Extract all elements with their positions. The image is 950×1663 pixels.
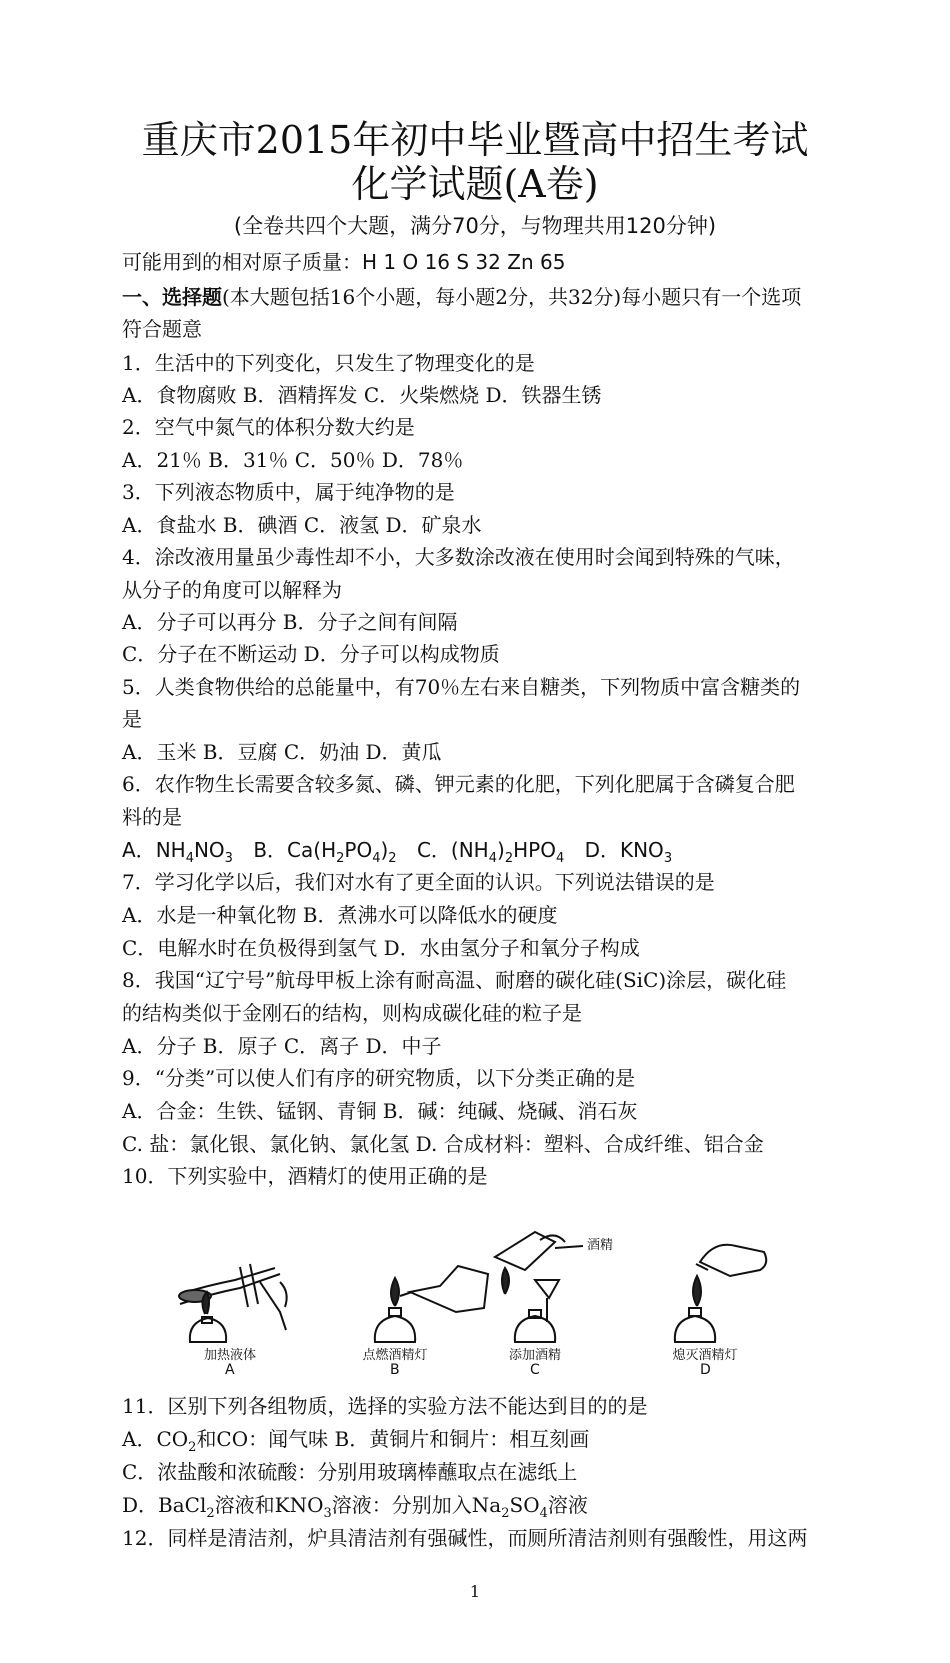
- q7-options-ab: A．水是一种氧化物 B．煮沸水可以降低水的硬度: [122, 903, 558, 927]
- q6-option-a: A．$NH_4NO_3$: [122, 838, 233, 866]
- q6-option-b: B．$Ca(H_2PO_4)_2$: [253, 838, 397, 866]
- q2-options: A．21％ B．31％ C．50％ D．78％: [122, 448, 464, 472]
- figure-c-adding-alcohol-icon: [495, 1232, 583, 1342]
- q4-stem-cont: 从分子的角度可以解释为: [122, 578, 342, 602]
- figure-b-caption: 点燃酒精灯: [362, 1348, 428, 1363]
- figure-letter-c: C: [530, 1362, 540, 1378]
- q5-stem: 5．人类食物供给的总能量中，有70％左右来自糖类，下列物质中富含糖类的: [122, 675, 801, 699]
- q3-stem: 3．下列液态物质中，属于纯净物的是: [122, 480, 455, 504]
- q7-options-cd: C．电解水时在负极得到氢气 D．水由氢分子和氧分子构成: [122, 936, 640, 960]
- figure-a-heating-liquid-icon: [179, 1264, 287, 1342]
- q11-options-ab: A．$CO_2$和CO：闻气味 B．黄铜片和铜片：相互刻画: [122, 1427, 590, 1455]
- atomic-masses: 可能用到的相对原子质量：H 1 O 16 S 32 Zn 65: [122, 250, 566, 274]
- q9-options-cd: C. 盐：氯化银、氯化钠、氯化氢 D. 合成材料：塑料、合成纤维、铝合金: [122, 1132, 764, 1156]
- figure-d-caption: 熄灭酒精灯: [672, 1348, 738, 1363]
- section-1-desc-text: (本大题包括16个小题，每小题2分，共32分)每小题只有一个选项: [222, 285, 802, 309]
- q6-option-d: D．$KNO_3$: [584, 838, 673, 866]
- q10-alcohol-lamp-figure: [160, 1222, 810, 1372]
- q1-options: A．食物腐败 B．酒精挥发 C．火柴燃烧 D．铁器生锈: [122, 383, 602, 407]
- q5-options: A．玉米 B．豆腐 C．奶油 D．黄瓜: [122, 740, 442, 764]
- figure-b-lighting-lamp-icon: [375, 1266, 488, 1342]
- q4-stem: 4．涂改液用量虽少毒性却不小，大多数涂改液在使用时会闻到特殊的气味，: [122, 545, 795, 569]
- figure-letter-d: D: [700, 1362, 711, 1378]
- q11-stem: 11．区别下列各组物质，选择的实验方法不能达到目的的是: [122, 1394, 648, 1418]
- figure-letter-a: A: [225, 1362, 235, 1378]
- section-1-desc-cont: 符合题意: [122, 317, 202, 341]
- q5-stem-cont: 是: [122, 707, 142, 731]
- page-number: 1: [469, 1582, 481, 1601]
- q11-option-c: C．浓盐酸和浓硫酸：分别用玻璃棒蘸取点在滤纸上: [122, 1460, 578, 1484]
- q6-option-c: C．$(NH_4)_2HPO_4$: [416, 838, 565, 866]
- exam-title: 重庆市2015年初中毕业暨高中招生考试: [141, 118, 809, 162]
- section-1-heading: 一、选择题: [122, 285, 222, 309]
- q8-stem-cont: 的结构类似于金刚石的结构，则构成碳化硅的粒子是: [122, 1001, 582, 1025]
- q12-stem: 12．同样是清洁剂，炉具清洁剂有强碱性，而厕所清洁剂则有强酸性，用这两: [122, 1526, 808, 1550]
- figure-d-extinguishing-lamp-icon: [675, 1245, 766, 1342]
- q8-options: A．分子 B．原子 C．离子 D．中子: [122, 1034, 442, 1058]
- figure-c-annotation: 酒精: [586, 1238, 614, 1253]
- section-1-desc: [122, 283, 842, 311]
- q1-stem: 1．生活中的下列变化，只发生了物理变化的是: [122, 351, 535, 375]
- q4-options-ab: A．分子可以再分 B．分子之间有间隔: [122, 610, 458, 634]
- exam-note: (全卷共四个大题，满分70分，与物理共用120分钟): [233, 214, 717, 238]
- figure-c-caption: 添加酒精: [508, 1348, 562, 1363]
- exam-subject-title: 化学试题(A卷): [351, 162, 599, 206]
- q2-stem: 2．空气中氮气的体积分数大约是: [122, 415, 415, 439]
- q3-options: A．食盐水 B．碘酒 C．液氢 D．矿泉水: [122, 513, 482, 537]
- q8-stem: 8．我国“辽宁号”航母甲板上涂有耐高温、耐磨的碳化硅(SiC)涂层，碳化硅: [122, 968, 787, 992]
- q9-stem: 9．“分类”可以使人们有序的研究物质，以下分类正确的是: [122, 1066, 636, 1090]
- q6-stem: 6．农作物生长需要含较多氮、磷、钾元素的化肥，下列化肥属于含磷复合肥: [122, 772, 795, 796]
- q9-options-ab: A．合金：生铁、锰钢、青铜 B．碱：纯碱、烧碱、消石灰: [122, 1099, 638, 1123]
- q11-option-d: D．BaCl$_2$溶液和$KNO_3$溶液：分别加入$Na_2SO_4$溶液: [122, 1493, 588, 1521]
- q6-stem-cont: 料的是: [122, 805, 182, 829]
- q10-figure-letters: [160, 1362, 810, 1386]
- figure-letter-b: B: [390, 1362, 400, 1378]
- q7-stem: 7．学习化学以后，我们对水有了更全面的认识。下列说法错误的是: [122, 870, 715, 894]
- q4-options-cd: C．分子在不断运动 D．分子可以构成物质: [122, 642, 500, 666]
- figure-a-caption: 加热液体: [203, 1348, 257, 1363]
- q10-stem: 10．下列实验中，酒精灯的使用正确的是: [122, 1164, 488, 1188]
